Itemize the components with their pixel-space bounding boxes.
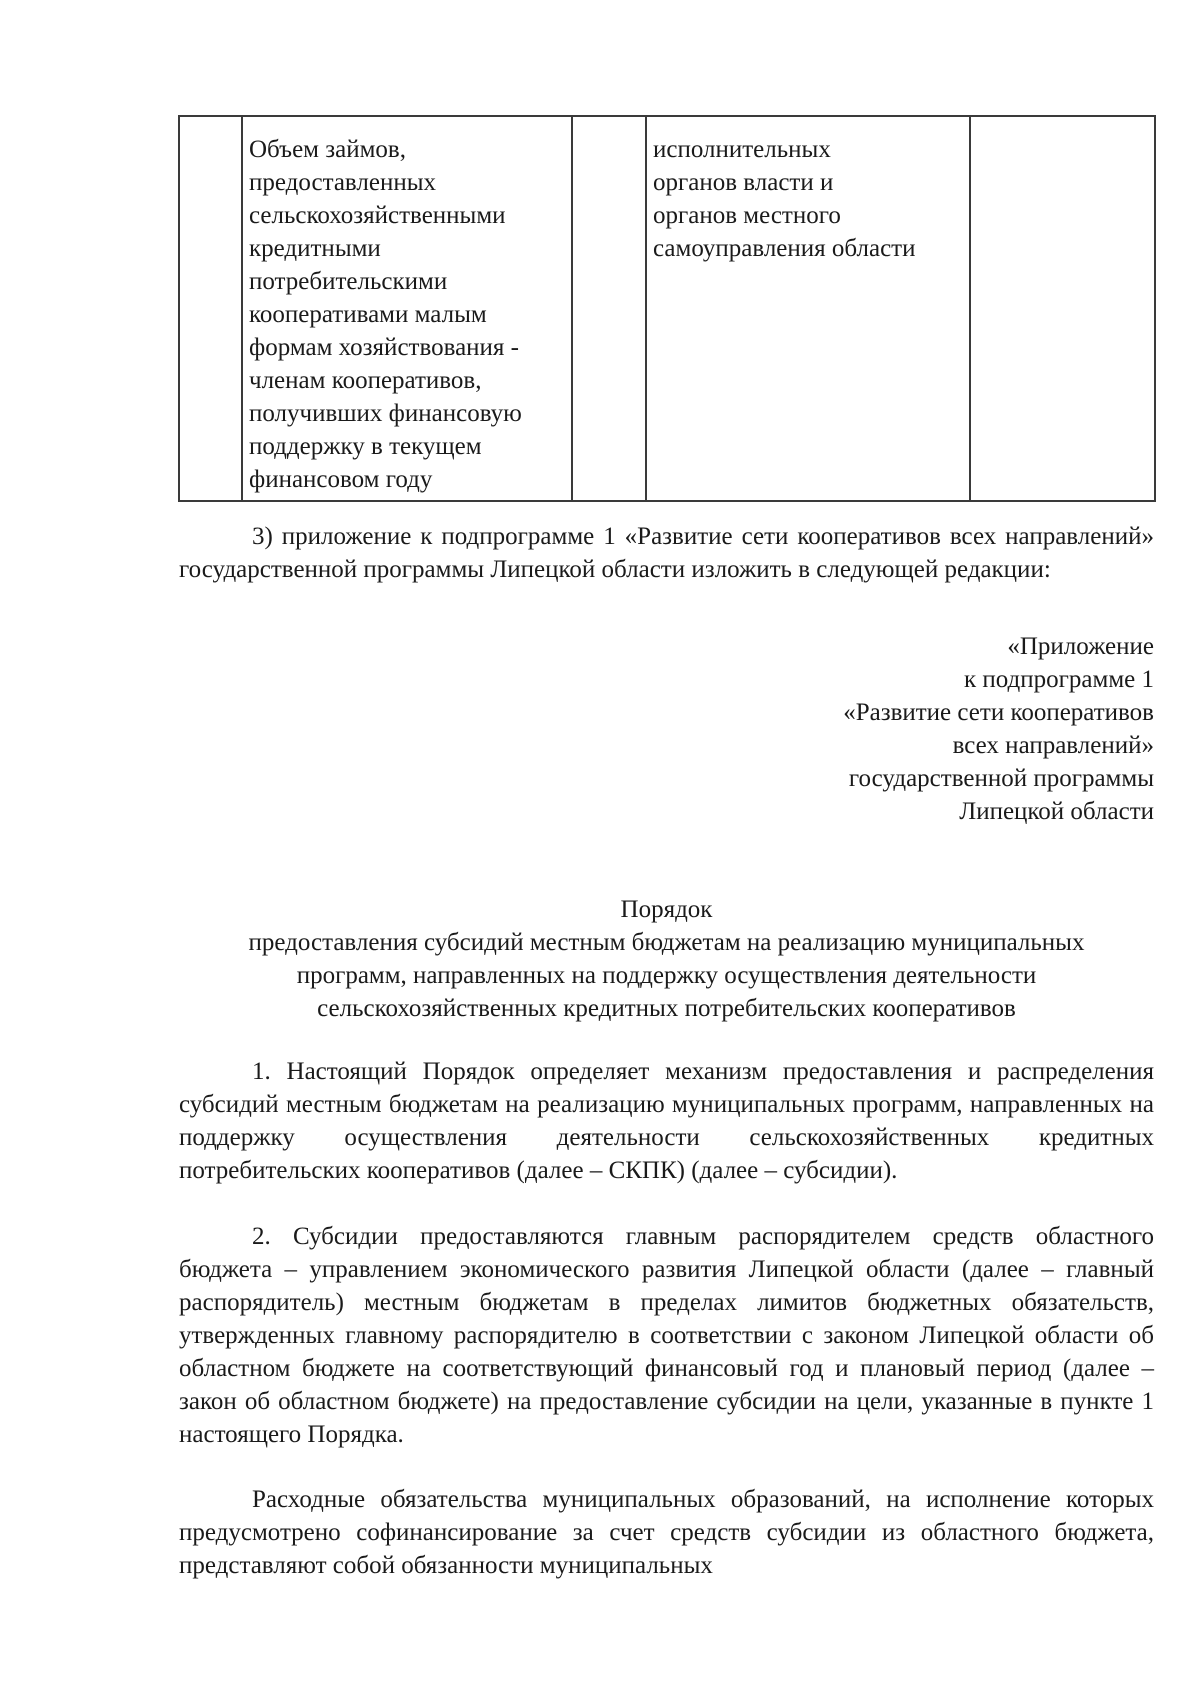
paragraph-2: 2. Субсидии предоставляются главным распорядителем средств областного бюджета – управлением экономического развития Липецкой области (далее – главный распорядитель) местным бюджетам в пределах лимитов бюджетных обязательств, утвержденных главному распорядителю в соответствии с законом Липецкой области об областном бюджете на соответствующий финансовый год и плановый период (далее – закон об областном бюджете) на предоставление субсидии на цели, указанные в пункте 1 настоящего Порядка.: [179, 1223, 1154, 1448]
table-cell-indicator: [242, 116, 572, 501]
data-source: исполнительных органов власти и органов местного самоуправления области: [653, 136, 916, 262]
indicator-name: Объем займов, предоставленных сельскохозяйственными кредитными потребительскими кооперативами малым формам хозяйствования - членам кооперативов, получивших финансовую поддержку в текущем финансовом году: [249, 136, 522, 493]
appendix-header: [594, 630, 1154, 828]
appendix-line: к подпрограмме 1: [964, 666, 1154, 693]
document-title: [179, 893, 1154, 1025]
appendix-line: государственной программы: [848, 765, 1154, 792]
table-cell-unit: [572, 116, 646, 501]
indicator-table: [178, 115, 1156, 502]
table-cell-source: [646, 116, 970, 501]
paragraph-3: Расходные обязательства муниципальных образований, на исполнение которых предусмотрено софинансирование за счет средств субсидии из областного бюджета, представляют собой обязанности муниципальных: [179, 1486, 1154, 1579]
appendix-line: «Приложение: [1007, 633, 1154, 660]
title-heading: Порядок: [620, 896, 713, 923]
table-cell-empty: [970, 116, 1155, 501]
amendment-paragraph: 3) приложение к подпрограмме 1 «Развитие сети кооперативов всех направлений» государственной программы Липецкой области изложить в следующей редакции:: [179, 523, 1154, 583]
appendix-line: «Развитие сети кооперативов: [843, 699, 1154, 726]
appendix-line: Липецкой области: [959, 798, 1154, 825]
table-cell-number: [179, 116, 242, 501]
title-line: предоставления субсидий местным бюджетам на реализацию муниципальных: [248, 929, 1085, 956]
paragraph-1: 1. Настоящий Порядок определяет механизм предоставления и распределения субсидий местным бюджетам на реализацию муниципальных программ, направленных на поддержку осуществления деятельности сельскохозяйственных кредитных потребительских кооперативов (далее – СКПК) (далее – субсидии).: [179, 1058, 1154, 1184]
title-line: программ, направленных на поддержку осуществления деятельности: [296, 962, 1037, 989]
appendix-line: всех направлений»: [952, 732, 1154, 759]
table-row: [179, 116, 1155, 501]
title-line: сельскохозяйственных кредитных потребительских кооперативов: [317, 995, 1016, 1022]
